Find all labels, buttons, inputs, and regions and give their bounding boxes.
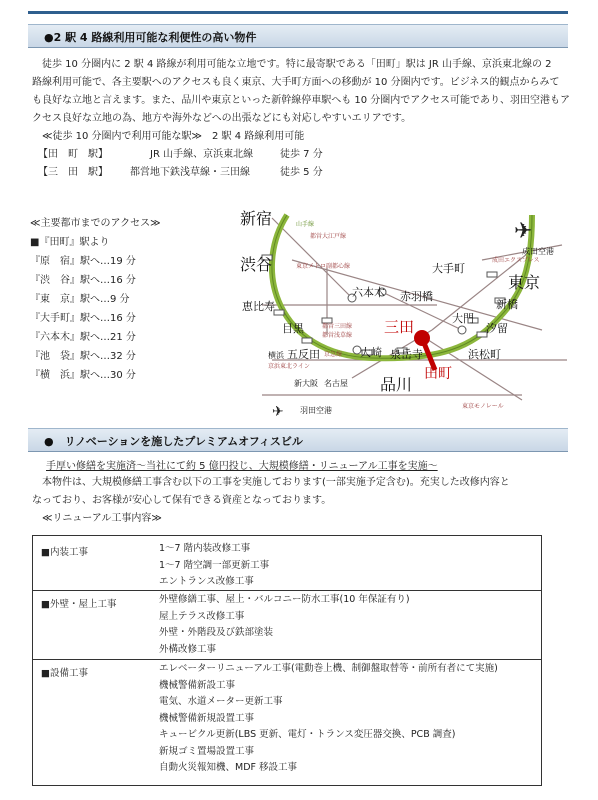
- station-label: 赤羽橋: [400, 290, 433, 303]
- station-label: 恵比寿: [242, 300, 275, 313]
- work-item: 屋上テラス改修工事: [159, 610, 245, 622]
- route-lines: JR 山手線、京浜東北線: [150, 149, 254, 160]
- route-walk: 徒歩 5 分: [280, 167, 323, 178]
- work-items: [159, 541, 269, 591]
- station-label: 大門: [452, 312, 474, 325]
- station-label: 新宿: [240, 210, 273, 228]
- works-heading: ≪リニューアル工事内容≫: [42, 513, 162, 524]
- route-map: [232, 210, 580, 418]
- line-label: 山手線: [296, 221, 315, 228]
- station-label: 田町: [424, 366, 452, 382]
- work-item: 1～7 階空調一部更新工事: [159, 559, 270, 571]
- access-item: 『大手町』駅へ…16 分: [30, 313, 136, 324]
- routes-block: [42, 128, 304, 146]
- route-row: [38, 146, 323, 164]
- para-line: 徒歩 10 分圏内に 2 駅 4 路線が利用可能な立地です。特に最寄駅である「田町」駅は JR 山手線、京浜東北線の 2: [42, 59, 552, 70]
- work-item: エレベーターリニューアル工事(電動巻上機、制御盤取替等・前所有者にて実施): [159, 663, 498, 674]
- station-label: 三田: [384, 318, 415, 336]
- line-label: 都営大江戸線: [310, 233, 347, 240]
- station-label: 浜松町: [468, 348, 501, 361]
- line-label: 都営三田線: [322, 323, 353, 330]
- station-label: 成田空港: [522, 247, 554, 256]
- renovation-subtitle: 手厚い修繕を実施済～当社にて約 5 億円投じ、大規模修繕・リニューアル工事を実施～: [46, 461, 438, 472]
- line-label: 成田エクスプレス: [492, 257, 540, 264]
- station-label: 大手町: [432, 262, 465, 275]
- access-item: 『原 宿』駅へ…19 分: [30, 256, 136, 267]
- route-station: 【三 田 駅】: [38, 167, 108, 178]
- work-item: キュービクル更新(LBS 更新、電灯・トランス変圧器交換、PCB 調査): [159, 729, 456, 740]
- para-line: クセス良好な立地の為、地方や海外などへの出張などにも対応しやすいエリアです。: [32, 113, 412, 124]
- station-label: 目黒: [282, 322, 304, 335]
- access-item: 『六本木』駅へ…21 分: [30, 332, 136, 343]
- routes-table: [38, 146, 323, 182]
- routes-heading: ≪徒歩 10 分圏内で利用可能な駅≫ 2 駅 4 路線利用可能: [42, 131, 305, 142]
- work-item: 外壁・外階段及び鉄部塗装: [159, 627, 274, 638]
- para-line: なっており、お客様が安心して保有できる資産となっております。: [32, 495, 332, 506]
- station-label: 新橋: [496, 298, 518, 311]
- work-item: 外壁修繕工事、屋上・バルコニー防水工事(10 年保証有り): [159, 594, 410, 605]
- access-item: 『横 浜』駅へ…30 分: [30, 370, 136, 381]
- access-item: 『東 京』駅へ…9 分: [30, 294, 130, 305]
- property-marker: [414, 330, 430, 346]
- access-list: [30, 214, 161, 385]
- airplane-icon: ✈: [272, 404, 284, 418]
- work-item: 電気、水道メーター更新工事: [159, 696, 283, 707]
- station-label: 五反田: [287, 348, 320, 361]
- route-walk: 徒歩 7 分: [280, 149, 323, 160]
- section-header-renovation: [28, 428, 568, 451]
- access-heading: ≪主要都市までのアクセス≫: [30, 218, 161, 229]
- subway-lines: [262, 218, 567, 400]
- work-item: 機械警備新規設置工事: [159, 712, 255, 724]
- renovation-paragraph: [32, 474, 572, 528]
- renovation-table: [32, 535, 542, 786]
- divider: [33, 590, 541, 591]
- work-item: 1～7 階内装改修工事: [159, 543, 251, 554]
- work-category: ■設備工事: [41, 668, 88, 679]
- para-line: 本物件は、大規模修繕工事含む以下の工事を実施しております(一部実施予定含む)。充実した改修内容と: [42, 477, 510, 488]
- work-item: 機械警備新設工事: [159, 679, 236, 691]
- access-from: ■『田町』駅より: [30, 237, 110, 248]
- station-label: 渋谷: [240, 255, 273, 274]
- station-label: 泉岳寺: [390, 348, 423, 361]
- section-header-convenience: [28, 24, 568, 47]
- work-item: エントランス改修工事: [159, 576, 254, 587]
- airplane-icon: ✈: [514, 219, 533, 244]
- section-title: ● リノベーションを施したプレミアムオフィスビル: [44, 435, 303, 448]
- work-item: 自動火災報知機、MDF 移設工事: [159, 762, 297, 773]
- line-label: 京急線: [324, 351, 343, 358]
- station-label: 名古屋: [324, 379, 348, 388]
- line-label: 東京モノレール: [462, 403, 504, 410]
- divider: [33, 659, 541, 660]
- access-item: 『池 袋』駅へ…32 分: [30, 351, 136, 362]
- work-items: [159, 661, 498, 777]
- station-label: 東京: [508, 273, 541, 292]
- work-category: ■外壁・屋上工事: [41, 599, 117, 610]
- route-row: [38, 164, 323, 182]
- para-line: 路線利用可能で、各主要駅へのアクセスも良く東京、大手町方面への移動が 10 分圏内です。ビジネス的観点からみて: [32, 77, 560, 88]
- station-label: 羽田空港: [300, 406, 332, 415]
- access-item: 『渋 谷』駅へ…16 分: [30, 275, 136, 286]
- station-label: 六本木: [352, 286, 385, 299]
- line-label: 京浜東北ライン: [268, 363, 310, 370]
- work-item: 外構改修工事: [159, 643, 217, 655]
- station-label: 横浜: [268, 351, 284, 360]
- line-label: 都営浅草線: [322, 332, 353, 339]
- section-title: ●2 駅 4 路線利用可能な利便性の高い物件: [44, 31, 257, 44]
- station-label: 汐留: [486, 322, 508, 335]
- station-label: 新大阪: [294, 379, 318, 388]
- work-item: 新規ゴミ置場設置工事: [159, 745, 255, 757]
- station-label: 大崎: [360, 346, 382, 359]
- route-station: 【田 町 駅】: [38, 149, 108, 160]
- work-items: [159, 592, 410, 658]
- work-category: ■内装工事: [41, 547, 88, 558]
- station-label: 品川: [380, 375, 413, 394]
- route-lines: 都営地下鉄浅草線・三田線: [130, 167, 250, 178]
- line-label: 東京メトロ副都心線: [296, 263, 351, 270]
- top-rule: [28, 11, 568, 14]
- convenience-paragraph: [32, 56, 572, 128]
- para-line: も良好な立地と言えます。また、品川や東京といった新幹線停車駅へも 10 分圏内でアクセス可能であり、羽田空港もア: [32, 95, 570, 106]
